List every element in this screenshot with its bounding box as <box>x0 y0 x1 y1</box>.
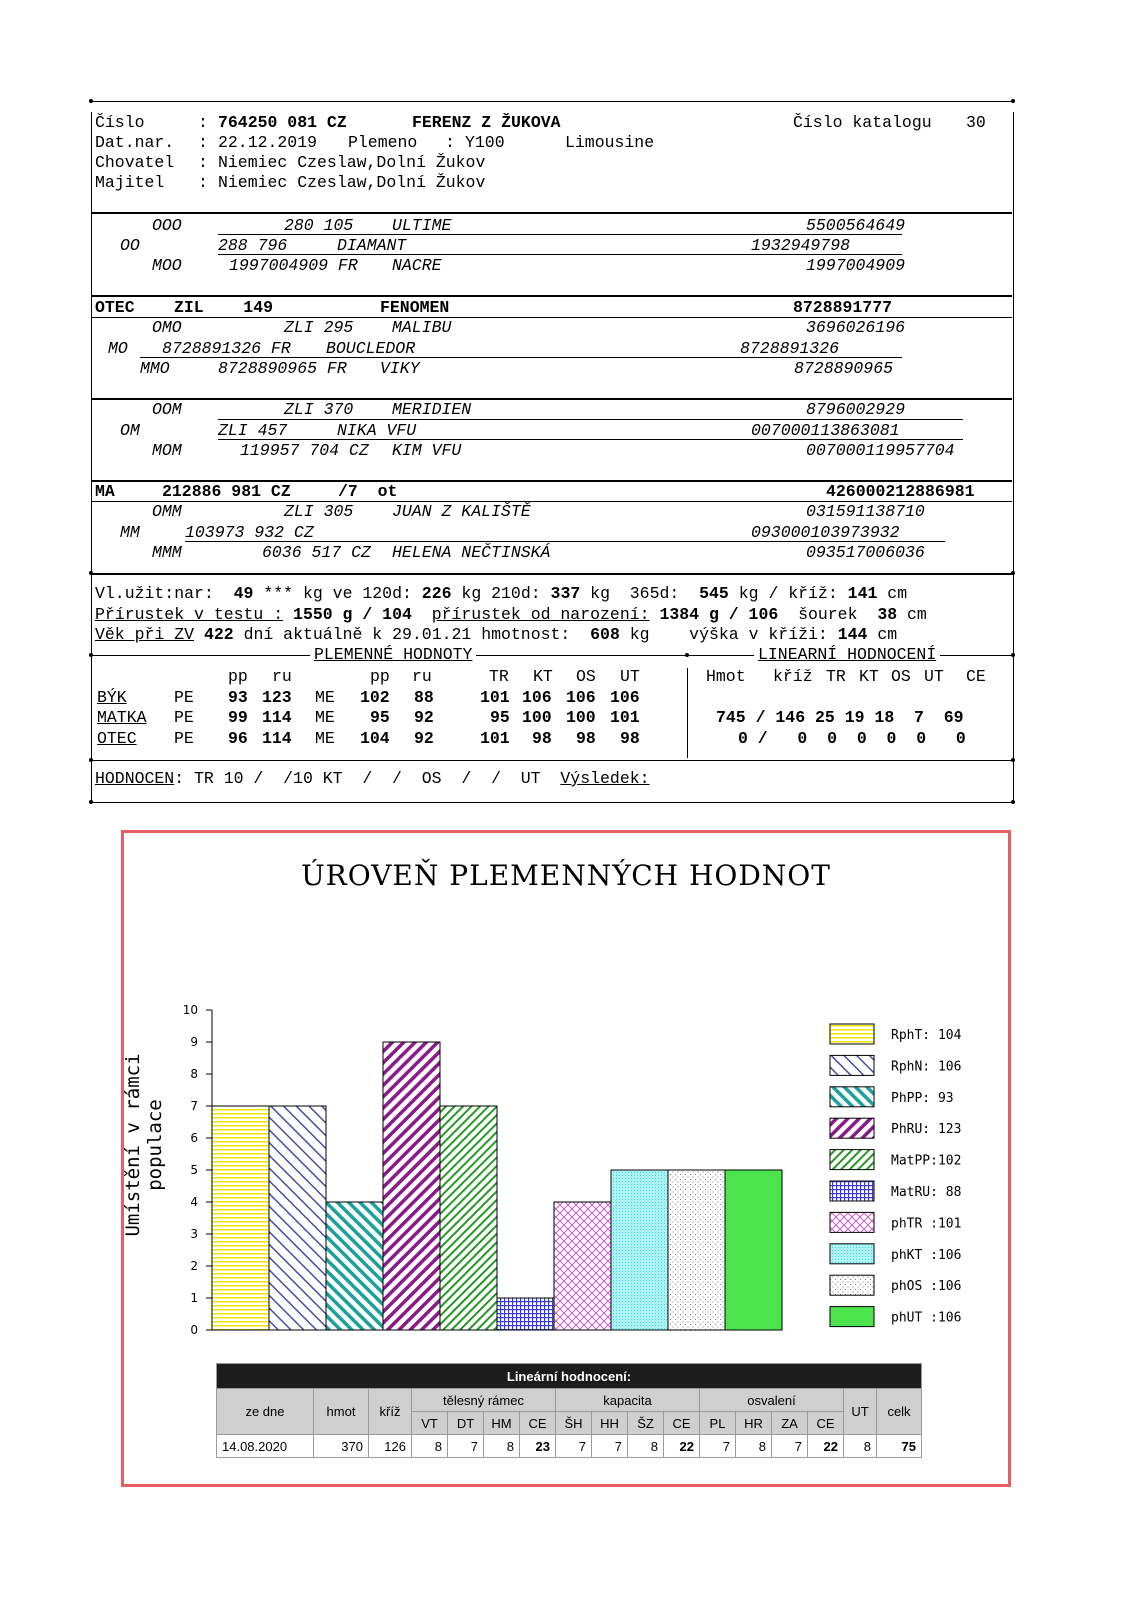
ped-name-otec: FENOMEN <box>380 298 450 317</box>
plemeno-label: Plemeno <box>348 133 418 152</box>
y-tick-label: 8 <box>190 1067 198 1081</box>
cell-value: 7 <box>772 1435 808 1458</box>
cell-value: 8 <box>412 1435 448 1458</box>
cell-date: 14.08.2020 <box>217 1435 314 1458</box>
corner-dot <box>1011 653 1015 657</box>
chart-panel <box>121 830 1011 1487</box>
animal-name: FERENZ Z ŽUKOVA <box>412 113 561 132</box>
underline <box>218 439 963 440</box>
linear-table-title: Lineární hodnocení: <box>217 1364 922 1389</box>
cell: 106 <box>522 688 552 707</box>
sub-col-za: ZA <box>772 1412 808 1435</box>
lin-matka: 745 / 146 25 19 18 7 69 <box>716 708 964 727</box>
ped-id-mom: 007000119957704 <box>806 441 955 460</box>
lin-col-tr: TR <box>826 667 846 686</box>
col-ut: UT <box>844 1389 877 1435</box>
section-divider <box>92 573 1012 575</box>
lin-col-ce: CE <box>966 667 986 686</box>
legend-swatch <box>830 1118 874 1138</box>
group-telesny-ramec: tělesný rámec <box>412 1389 556 1412</box>
katalog-value: 30 <box>966 113 986 132</box>
ped-role-oo: OO <box>120 236 140 255</box>
ped-role-ooo: OOO <box>152 216 182 235</box>
chart-legend <box>830 1024 962 1327</box>
majitel-label: Majitel <box>95 173 165 192</box>
col-hmot: hmot <box>314 1389 369 1435</box>
legend-swatch <box>830 1055 874 1075</box>
ped-name-mo: BOUCLEDOR <box>326 339 416 358</box>
col-tr: TR <box>489 667 509 686</box>
section-divider <box>92 295 1012 297</box>
ped-id-mmm: 093517006036 <box>806 543 925 562</box>
legend-swatch <box>830 1275 874 1295</box>
cell: 98 <box>532 729 552 748</box>
cell-value: 8 <box>628 1435 664 1458</box>
bar-rpht <box>212 1106 269 1330</box>
cell: 98 <box>620 729 640 748</box>
row-label-otec: OTEC <box>97 729 137 748</box>
ped-id-mm: 093000103973932 <box>751 523 900 542</box>
cell: 102 <box>360 688 390 707</box>
cell: 95 <box>370 708 390 727</box>
ped-num-om: ZLI 457 <box>218 421 288 440</box>
ped-num-mo: 8728891326 FR <box>162 339 291 358</box>
col-celk: celk <box>877 1389 922 1435</box>
legend-label: phUT :106 <box>891 1310 962 1326</box>
sub-col-hr: HR <box>736 1412 772 1435</box>
col-pp: pp <box>228 667 248 686</box>
col-kt: KT <box>533 667 553 686</box>
section-divider <box>92 760 1012 761</box>
y-tick-label: 4 <box>190 1195 198 1209</box>
col-ze-dne: ze dne <box>217 1389 314 1435</box>
cell-hmot: 370 <box>314 1435 369 1458</box>
cell-value: 8 <box>736 1435 772 1458</box>
cell: 98 <box>576 729 596 748</box>
legend-label: phTR :101 <box>891 1216 962 1232</box>
corner-dot <box>1011 571 1015 575</box>
corner-dot <box>89 571 93 575</box>
ped-id-ma: 426000212886981 <box>826 482 975 501</box>
y-tick-label: 5 <box>190 1163 198 1177</box>
cell: 104 <box>360 729 390 748</box>
ped-id-omm: 031591138710 <box>806 502 925 521</box>
bar-matpp <box>440 1106 497 1330</box>
ped-role-omo: OMO <box>152 318 182 337</box>
bar-phut <box>725 1170 782 1330</box>
underline <box>218 234 902 235</box>
cell: 106 <box>610 688 640 707</box>
underline <box>218 254 902 255</box>
cell: 101 <box>480 729 510 748</box>
ped-role-mom: MOM <box>152 441 182 460</box>
cell: PE <box>174 708 194 727</box>
cell: 95 <box>490 708 510 727</box>
majitel-value: Niemiec Czeslaw,Dolní Žukov <box>218 173 486 192</box>
cell: PE <box>174 729 194 748</box>
cell: 100 <box>566 708 596 727</box>
ped-id-mmo: 8728890965 <box>794 359 894 378</box>
group-kapacita: kapacita <box>556 1389 700 1412</box>
ped-num-otec: ZIL 149 <box>174 298 274 317</box>
legend-swatch <box>830 1181 874 1201</box>
cell: ME <box>315 729 335 748</box>
legend-swatch <box>830 1024 874 1044</box>
legend-label: RphN: 106 <box>891 1059 962 1075</box>
cell: 88 <box>414 688 434 707</box>
ped-role-omm: OMM <box>152 502 182 521</box>
ped-role-mmo: MMO <box>140 359 170 378</box>
ped-name-oo: DIAMANT <box>337 236 407 255</box>
legend-label: phKT :106 <box>891 1247 962 1263</box>
legend-swatch <box>830 1150 874 1170</box>
sub-col-hh: HH <box>592 1412 628 1435</box>
col-pp2: pp <box>370 667 390 686</box>
ped-role-otec: OTEC <box>95 298 135 317</box>
datnar-value: 22.12.2019 <box>218 133 318 152</box>
sub-col-šh: ŠH <box>556 1412 592 1435</box>
legend-label: MatRU: 88 <box>891 1185 962 1200</box>
sub-col-dt: DT <box>448 1412 484 1435</box>
ped-id-mo: 8728891326 <box>740 339 840 358</box>
hodnoceni-line: HODNOCEN: TR 10 / /10 KT / / OS / / UT Výsledek: <box>95 769 650 788</box>
frame-bottom <box>92 802 1012 803</box>
cell-value: 8 <box>484 1435 520 1458</box>
bar-rphn <box>269 1106 326 1330</box>
col-ut: UT <box>620 667 640 686</box>
sub-col-hm: HM <box>484 1412 520 1435</box>
katalog-label: Číslo katalogu <box>793 113 932 132</box>
legend-swatch <box>830 1212 874 1232</box>
cell: 93 <box>228 688 248 707</box>
bar-phru <box>383 1042 440 1330</box>
y-tick-label: 3 <box>190 1227 198 1241</box>
y-tick-label: 0 <box>190 1323 198 1337</box>
ped-id-omo: 3696026196 <box>806 318 906 337</box>
cell: 114 <box>262 708 292 727</box>
lin-col-os: OS <box>891 667 911 686</box>
datnar-label: Dat.nar. <box>95 133 175 152</box>
lin-col-hmot: Hmot <box>706 667 746 686</box>
col-ru2: ru <box>412 667 432 686</box>
ped-role-om: OM <box>120 421 140 440</box>
cell: 123 <box>262 688 292 707</box>
ped-role-mm: MM <box>120 523 140 542</box>
cell-value: 7 <box>700 1435 736 1458</box>
ped-num-mmo: 8728890965 FR <box>218 359 347 378</box>
cell: ME <box>315 708 335 727</box>
frame-top <box>90 101 1014 102</box>
legend-label: PhRU: 123 <box>891 1122 962 1138</box>
legend-label: RphT: 104 <box>891 1028 962 1043</box>
y-tick-label: 6 <box>190 1131 198 1145</box>
cislo-label: Číslo <box>95 113 145 132</box>
ped-num-moo: 1997004909 FR <box>229 256 358 275</box>
ped-role-ma: MA <box>95 482 115 501</box>
legend-label: MatPP:102 <box>891 1153 962 1169</box>
ped-id-om: 007000113863081 <box>751 421 900 440</box>
lin-col-kt: KT <box>859 667 879 686</box>
lin-col-ut: UT <box>924 667 944 686</box>
cell: 99 <box>228 708 248 727</box>
cell: 92 <box>414 708 434 727</box>
col-ru: ru <box>272 667 292 686</box>
frame-right <box>1013 112 1014 802</box>
perf-line-2: Přírustek v testu : 1550 g / 104 přírustek od narození: 1384 g / 106 šourek 38 cm <box>95 605 927 624</box>
perf-line-3: Věk při ZV 422 dní aktuálně k 29.01.21 hmotnost: 608 kg výška v kříži: 144 cm <box>95 625 898 644</box>
y-axis-label: Umístění v rámci populace <box>122 1053 166 1237</box>
ped-name-ma: /7 ot <box>338 482 398 501</box>
plemeno-name: Limousine <box>565 133 655 152</box>
cell: 114 <box>262 729 292 748</box>
frame-left <box>91 112 92 802</box>
bar-phkt <box>611 1170 668 1330</box>
ped-role-mmm: MMM <box>152 543 182 562</box>
cell: 96 <box>228 729 248 748</box>
cell-celk: 75 <box>877 1435 922 1458</box>
sub-col-ce: CE <box>520 1412 556 1435</box>
linear-title: LINEARNÍ HODNOCENÍ <box>754 645 940 665</box>
y-tick-label: 7 <box>190 1099 198 1113</box>
ped-id-moo: 1997004909 <box>806 256 906 275</box>
row-label-byk: BÝK <box>97 688 127 707</box>
sub-col-pl: PL <box>700 1412 736 1435</box>
chovatel-value: Niemiec Czeslaw,Dolní Žukov <box>218 153 486 172</box>
ped-name-om: NIKA VFU <box>337 421 417 440</box>
ped-num-oom: ZLI 370 <box>284 400 354 419</box>
plemeno-value: Y100 <box>465 133 505 152</box>
underline <box>218 419 963 420</box>
cell-kriz: 126 <box>369 1435 412 1458</box>
lin-otec: 0 / 0 0 0 0 0 0 <box>738 729 966 748</box>
lin-col-kriz: kříž <box>773 667 813 686</box>
col-os: OS <box>576 667 596 686</box>
cell: ME <box>315 688 335 707</box>
cell-ut: 8 <box>844 1435 877 1458</box>
bar-phpp <box>326 1202 383 1330</box>
sub-col-ce: CE <box>664 1412 700 1435</box>
cell: 106 <box>566 688 596 707</box>
ped-role-moo: MOO <box>152 256 182 275</box>
legend-swatch <box>830 1307 874 1327</box>
ped-num-ooo: 280 105 <box>284 216 354 235</box>
sub-col-vt: VT <box>412 1412 448 1435</box>
sub-col-šz: ŠZ <box>628 1412 664 1435</box>
cislo-value: 764250 081 CZ <box>218 113 347 132</box>
ped-id-otec: 8728891777 <box>793 298 893 317</box>
legend-swatch <box>830 1087 874 1107</box>
cell-value: 7 <box>448 1435 484 1458</box>
chart-bars <box>212 1042 782 1330</box>
cell-value: 22 <box>808 1435 844 1458</box>
cell: 101 <box>480 688 510 707</box>
perf-line-1: Vl.užit:nar: 49 *** kg ve 120d: 226 kg 210d: 337 kg 365d: 545 kg / kříž: 141 cm <box>95 584 908 603</box>
cell-value: 23 <box>520 1435 556 1458</box>
ped-id-oom: 8796002929 <box>806 400 906 419</box>
table-row <box>217 1435 922 1458</box>
cell-value: 7 <box>592 1435 628 1458</box>
ped-num-oo: 288 796 <box>218 236 288 255</box>
ped-role-oom: OOM <box>152 400 182 419</box>
bar-matru <box>497 1298 554 1330</box>
pedigree-card: Číslo : 764250 081 CZ FERENZ Z ŽUKOVA Číslo katalogu 30 Dat.nar. : 22.12.2019 Plemeno : Y100 Limousine Chovatel : Niemiec Czeslaw,Dolní Žukov Majitel : Niemiec Czeslaw,Dolní Žukov OOO 280 105 ULTIME 5500564649 OO 288 796 DIAMANT 1932949798 MOO 1997004909 FR NACRE 1997004909 OTEC ZIL 149 FENOMEN 8728891777 OMO ZLI 295 MALIBU 3696026196 MO 8728891326 FR BOUCLEDOR 8728891326 MMO 8728890965 FR VIKY 8728890965 OOM ZLI 370 MERIDIEN 8796002929 OM ZLI 457 NIKA VFU 007000113863081 MOM 119957 704 CZ KIM VFU 007000119957704 MA 212886 981 CZ /7 ot 426000212886981 OMM ZLI 305 JUAN Z KALIŠTĚ 031591138710 MM 103973 932 CZ 093000103973932 MMM 6036 517 CZ HELENA NEČTINSKÁ 093517006036 Vl.užit:nar: 49 *** kg ve 120d: 226 kg 210d: 337 kg 365d: 545 kg / kříž: 141 cm Přírustek v testu : 1550 g / 104 přírustek od narození: 1384 g / 106 šourek 38 cm Věk při ZV 422 dní aktuálně k 29.01.21 hmotnost: 608 kg výška v kříži: 144 cm PLEMENNÉ HODNOTY LINEARNÍ HODNOCENÍ pp ru pp ru TR KT OS UT Hmot kříž TR KT OS UT CE BÝK PE 93 123 ME 102 88 101 106 106 106 MATKA PE 99 114 ME 95 92 95 100 100 101 745 / 146 25 19 18 7 69 OTEC PE 96 114 ME 104 92 101 98 98 98 0 / 0 0 0 0 0 0 HODNOCEN: TR 10 / /10 KT / / OS / / UT Výsledek: <box>90 96 1040 818</box>
row-label-matka: MATKA <box>97 708 147 727</box>
breeding-title: PLEMENNÉ HODNOTY <box>310 645 476 665</box>
legend-label: PhPP: 93 <box>891 1090 954 1106</box>
ped-name-omm: JUAN Z KALIŠTĚ <box>392 502 531 521</box>
ped-num-mom: 119957 704 CZ <box>240 441 369 460</box>
ped-name-mmm: HELENA NEČTINSKÁ <box>392 543 551 562</box>
linear-rating-table <box>216 1363 922 1458</box>
ped-name-moo: NACRE <box>392 256 442 275</box>
cell-value: 22 <box>664 1435 700 1458</box>
ped-num-mm: 103973 932 CZ <box>185 523 314 542</box>
ped-num-omo: ZLI 295 <box>284 318 354 337</box>
col-kriz: kříž <box>369 1389 412 1435</box>
bar-chart <box>124 833 1008 1358</box>
cell: PE <box>174 688 194 707</box>
chovatel-label: Chovatel <box>95 153 175 172</box>
group-osvaleni: osvalení <box>700 1389 844 1412</box>
corner-dot <box>685 653 689 657</box>
legend-label: phOS :106 <box>891 1279 962 1295</box>
ped-name-mmo: VIKY <box>380 359 420 378</box>
bar-phos <box>668 1170 725 1330</box>
ped-name-mom: KIM VFU <box>392 441 462 460</box>
ped-name-ooo: ULTIME <box>392 216 452 235</box>
ped-num-ma: 212886 981 CZ <box>162 482 291 501</box>
ped-name-omo: MALIBU <box>392 318 452 337</box>
ped-num-omm: ZLI 305 <box>284 502 354 521</box>
ped-id-oo: 1932949798 <box>751 236 851 255</box>
y-tick-label: 10 <box>182 1003 198 1017</box>
cell-value: 7 <box>556 1435 592 1458</box>
ped-role-mo: MO <box>108 339 128 358</box>
cell: 100 <box>522 708 552 727</box>
section-divider <box>92 212 1012 214</box>
ped-id-ooo: 5500564649 <box>806 216 906 235</box>
chart-title: ÚROVEŇ PLEMENNÝCH HODNOT <box>301 859 831 892</box>
colon: : <box>198 113 208 132</box>
cell: 101 <box>610 708 640 727</box>
cell: 92 <box>414 729 434 748</box>
y-tick-label: 9 <box>190 1035 198 1049</box>
chart-axes <box>183 1003 212 1337</box>
bar-phtr <box>554 1202 611 1330</box>
column-divider <box>687 668 688 758</box>
ped-name-oom: MERIDIEN <box>392 400 472 419</box>
ped-num-mmm: 6036 517 CZ <box>262 543 371 562</box>
y-tick-label: 2 <box>190 1259 198 1273</box>
legend-swatch <box>830 1244 874 1264</box>
sub-col-ce: CE <box>808 1412 844 1435</box>
y-tick-label: 1 <box>190 1291 198 1305</box>
